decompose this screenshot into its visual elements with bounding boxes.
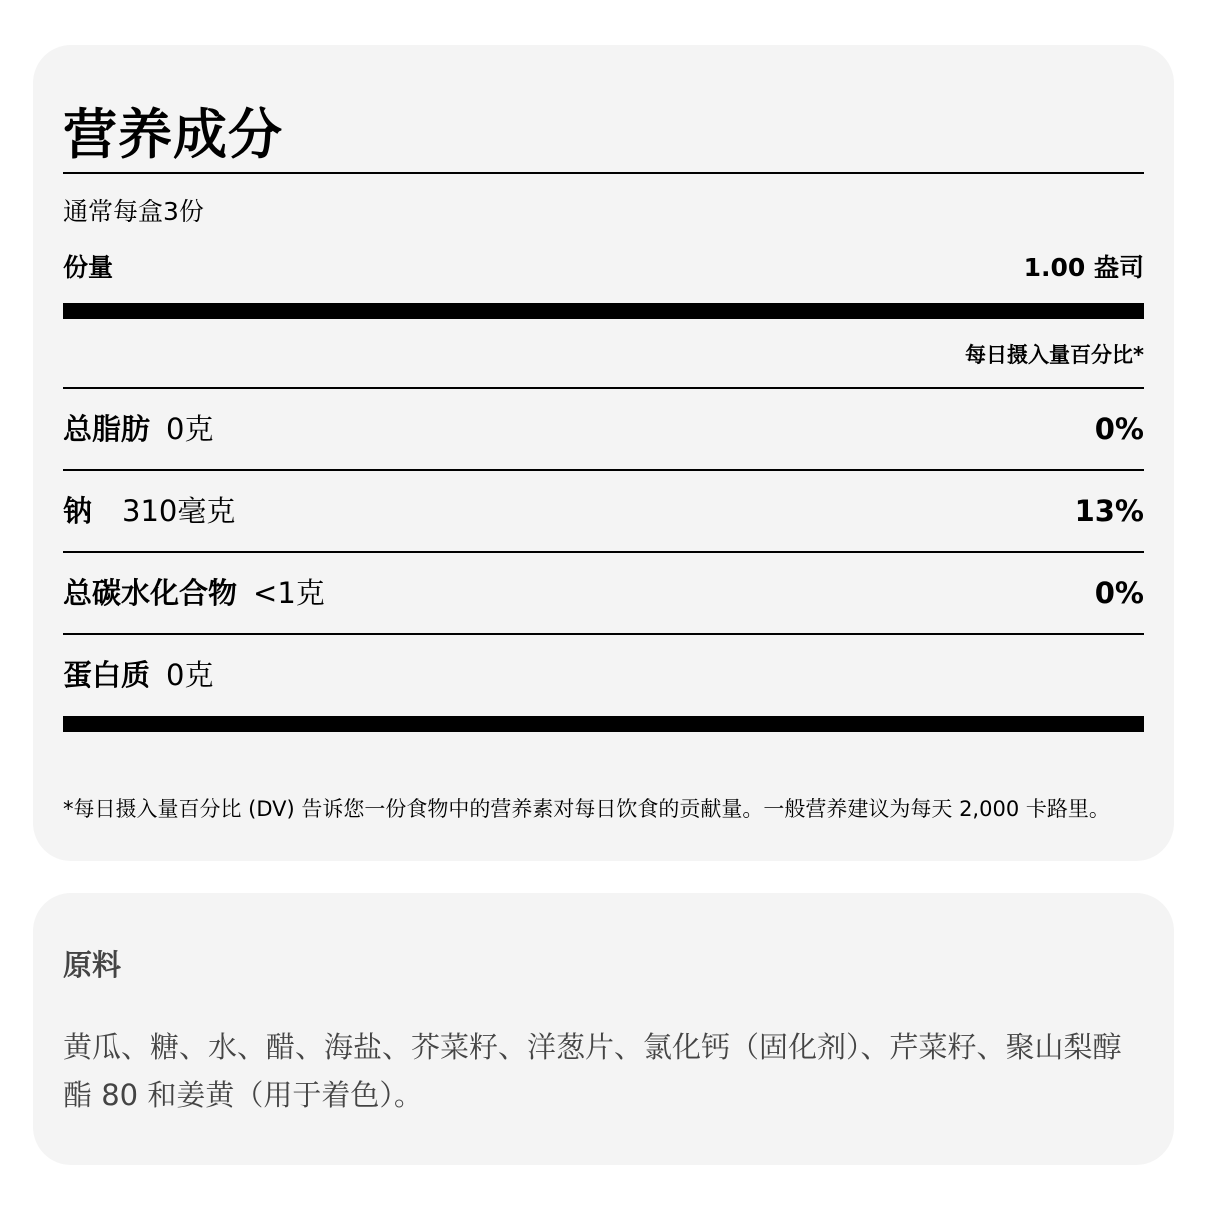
nutrient-row-total-carbohydrate xyxy=(63,553,1144,633)
nutrient-percent: 13% xyxy=(1074,494,1144,528)
nutrient-amount: 0克 xyxy=(166,658,214,692)
ingredients-panel xyxy=(33,893,1174,1165)
daily-value-footnote: *每日摄入量百分比 (DV) 告诉您一份食物中的营养素对每日饮食的贡献量。一般营养建议为每天 2,000 卡路里。 xyxy=(63,797,1110,821)
daily-value-header: 每日摄入量百分比* xyxy=(965,343,1144,367)
serving-size-row xyxy=(63,250,1144,286)
thick-divider-top xyxy=(63,303,1144,319)
servings-per-container: 通常每盒3份 xyxy=(63,197,204,226)
nutrient-name: 蛋白质 xyxy=(63,658,151,692)
nutrition-title: 营养成分 xyxy=(63,103,283,166)
nutrient-name: 钠 xyxy=(63,494,93,528)
thick-divider-bottom xyxy=(63,716,1144,732)
nutrient-name: 总碳水化合物 xyxy=(63,576,238,610)
nutrient-amount: <1克 xyxy=(253,576,325,610)
nutrient-percent: 0% xyxy=(1094,576,1144,610)
nutrient-amount: 0克 xyxy=(166,412,214,446)
nutrient-row-sodium xyxy=(63,471,1144,551)
serving-size-label: 份量 xyxy=(63,253,114,282)
nutrient-row-protein xyxy=(63,635,1144,715)
nutrient-name: 总脂肪 xyxy=(63,412,151,446)
nutrient-percent: 0% xyxy=(1094,412,1144,446)
serving-size-value: 1.00 盎司 xyxy=(1023,253,1144,282)
nutrient-row-total-fat xyxy=(63,389,1144,469)
nutrition-facts-panel xyxy=(33,45,1174,861)
nutrient-amount: 310毫克 xyxy=(122,494,236,528)
ingredients-list: 黄瓜、糖、水、醋、海盐、芥菜籽、洋葱片、氯化钙（固化剂）、芹菜籽、聚山梨醇酯 80 和姜黄（用于着色）。 xyxy=(63,1030,1122,1112)
ingredients-title: 原料 xyxy=(63,948,122,982)
title-divider xyxy=(63,172,1144,174)
